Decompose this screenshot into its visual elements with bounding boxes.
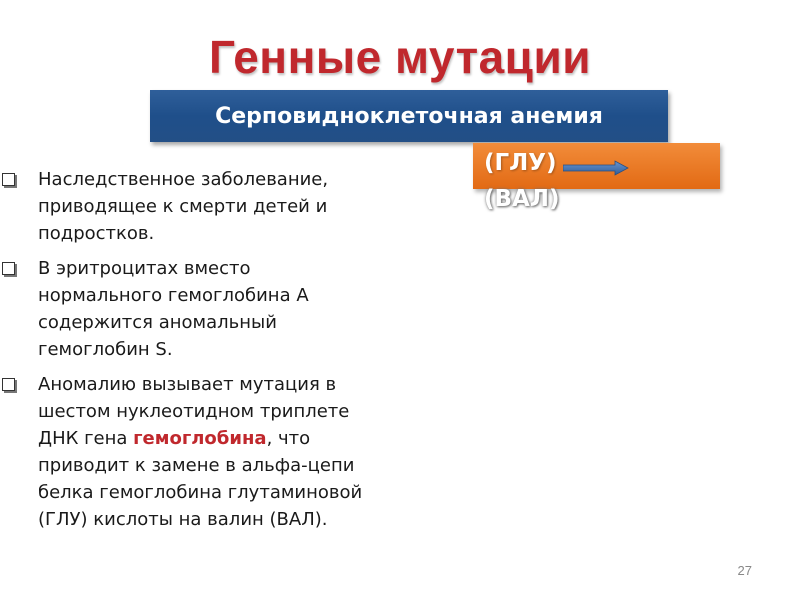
bullet-list [0, 166, 380, 541]
slide-title: Генные мутации [208, 31, 592, 83]
square-bullet-icon [2, 378, 15, 391]
glu-label: (ГЛУ) [484, 150, 557, 176]
list-item [0, 371, 380, 533]
list-item [0, 255, 380, 363]
subtitle-banner [150, 90, 668, 142]
subtitle-text: Серповидноклеточная анемия [215, 103, 603, 129]
highlighted-term: гемоглобина [133, 428, 267, 449]
page-number: 27 [737, 563, 752, 578]
bullet-text: Наследственное заболевание, приводящее к смерти детей и подростков. [38, 169, 329, 244]
square-bullet-icon [2, 262, 15, 275]
square-bullet-icon [2, 173, 15, 186]
bullet-text-before: Аномалию вызывает мутация в шестом нуклеотидном триплете ДНК гена [38, 374, 350, 449]
val-label: (ВАЛ) [484, 186, 560, 212]
list-item [0, 166, 380, 247]
right-arrow-icon [563, 160, 629, 176]
bullet-text: В эритроцитах вместо нормального гемоглобина A содержится аномальный гемоглобин S. [38, 258, 309, 360]
bullet-text-after: , что приводит к замене в альфа-цепи белка гемоглобина глутаминовой (ГЛУ) кислоты на валин (ВАЛ). [38, 428, 363, 530]
